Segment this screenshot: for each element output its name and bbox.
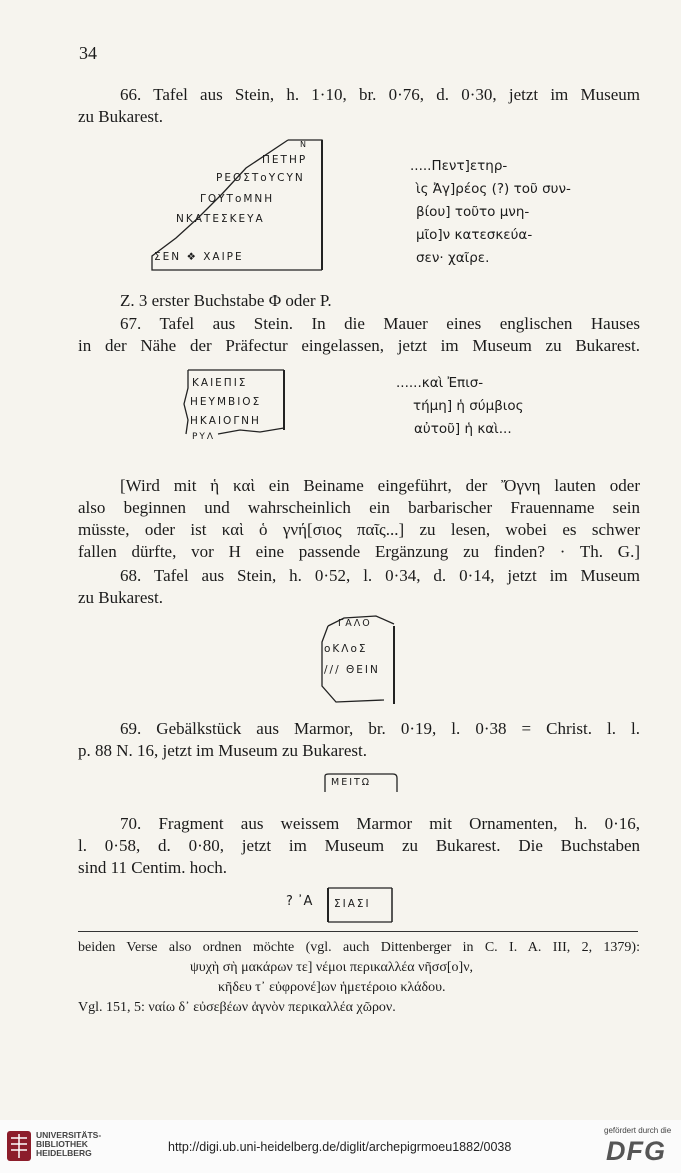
footnote-line-3: κῆδευ τ᾿ εὐφρονέ]ων ἡμετέροιο κλάδου. [218,980,446,995]
transcription-67-line-3: αὐτοῦ] ἡ καὶ... [414,421,512,437]
university-seal-icon [6,1130,32,1162]
inscription-68 [314,612,406,708]
transcription-66-line-5: σεν· χαῖρε. [416,250,490,266]
footnote-line-4: Vgl. 151, 5: ναίω δ᾿ εὐσεβέων ἁγνὸν περικαλλέα χῶρον. [78,1000,396,1015]
entry-68-line-1: 68. Tafel aus Stein, h. 0·52, l. 0·34, d. 0·14, jetzt im Museum [120,566,640,585]
page-number: 34 [79,43,97,63]
inscription-69 [323,772,403,794]
inscription-66-line-1: N [300,140,308,149]
entry-67-comment-line-2: also beginnen und wahrscheinlich ein barbarischer Frauenname sein [78,498,640,517]
inscription-70-line-1: ΣΙΑΣΙ [334,898,371,910]
dfg-logo: DFG [606,1136,666,1166]
inscription-68-line-2: οΚΛοΣ [324,643,368,655]
entry-67-comment-line-3: müsste, oder ist καὶ ὁ γνή[σιος παῖς...] zu lesen, wobei es schwer [78,520,640,539]
entry-67-line-2: in der Nähe der Präfectur eingelassen, jetzt im Museum zu Bukarest. [78,336,640,355]
footnote-line-2: ψυχὴ σὴ μακάρων τε] νέμοι περικαλλέα νῆσσ[ο]ν, [190,960,474,975]
inscription-66-line-5: ΝΚΑΤΕΣΚΕΥΑ [176,213,265,225]
funder-label: gefördert durch die [604,1126,672,1135]
inscription-70 [286,884,406,924]
permalink-url[interactable]: http://digi.ub.uni-heidelberg.de/diglit/archepigrmoeu1882/0038 [168,1140,512,1154]
inscription-66-line-2: ΠΕΤΗΡ [262,154,308,166]
inscription-66-line-6: ΣΕΝ ❖ ΧΑΙΡΕ [154,251,244,263]
entry-68-line-2: zu Bukarest. [78,588,163,607]
digitization-footer [0,1120,681,1173]
library-line-2: BIBLIOTHEK [36,1139,88,1149]
entry-66-line-1: 66. Tafel aus Stein, h. 1·10, br. 0·76, d. 0·30, jetzt im Museum [120,85,640,104]
entry-67-comment-line-4: fallen dürfte, vor H eine passende Ergänzung zu finden? · Th. G.] [78,542,640,561]
inscription-67-line-2: ΗΕΥΜΒΙΟΣ [190,396,262,408]
entry-70-line-2: l. 0·58, d. 0·80, jetzt im Museum zu Bukarest. Die Buchstaben [78,836,640,855]
library-line-3: HEIDELBERG [36,1148,92,1158]
footnote-line-1: beiden Verse also ordnen möchte (vgl. auch Dittenberger in C. I. A. III, 2, 1379): [78,940,640,955]
entry-66-line-2: zu Bukarest. [78,107,163,126]
inscription-68-line-1: ΓΑΛΟ [338,618,372,629]
entry-69-line-2: p. 88 N. 16, jetzt im Museum zu Bukarest. [78,741,367,760]
inscription-66 [150,138,340,273]
inscription-68-line-3: /// ΘΕΙΝ [324,664,380,676]
entry-69-line-1: 69. Gebälkstück aus Marmor, br. 0·19, l. 0·38 = Christ. l. l. [120,719,640,738]
library-name [36,1131,101,1158]
entry-70-line-1: 70. Fragment aus weissem Marmor mit Ornamenten, h. 0·16, [120,814,640,833]
footnote-separator [78,931,638,932]
inscription-67-line-3: ΗΚΑΙΟΓΝΗ [190,415,261,427]
inscription-70-prefix: ? ᾿Α [286,894,313,909]
transcription-66-line-4: μῖο]ν κατεσκεύα- [416,227,533,243]
entry-66-note: Z. 3 erster Buchstabe Φ oder P. [120,291,332,310]
entry-67-line-1: 67. Tafel aus Stein. In die Mauer eines englischen Hauses [120,314,640,333]
entry-70-line-3: sind 11 Centim. hoch. [78,858,228,877]
transcription-66-line-1: .....Πεντ]ετηρ- [410,158,508,174]
inscription-67-line-1: ΚΑΙΕΠΙΣ [192,377,248,389]
library-line-1: UNIVERSITÄTS- [36,1130,102,1140]
inscription-66-line-3: ΡΕΟΣΤοΥCΥΝ [216,172,305,184]
transcription-67-line-1: ......καὶ Ἐπισ- [396,375,484,391]
transcription-66-line-2: ὶς Ἀγ]ρέος (?) τοῦ συν- [416,181,571,197]
inscription-67 [180,368,300,448]
entry-67-comment-line-1: [Wird mit ἡ καὶ ein Beiname eingeführt, der Ὄγνη lauten oder [120,476,640,495]
inscription-66-line-4: ΓΟΥΤοΜΝΗ [200,193,275,205]
transcription-66-line-3: βίου] τοῦτο μνη- [416,204,530,220]
transcription-67-line-2: τήμη] ἡ σύμβιος [413,398,524,414]
inscription-69-line-1: ΜΕΙΤΩ [331,777,372,788]
inscription-67-line-4: ΡΥΛ [192,432,216,442]
